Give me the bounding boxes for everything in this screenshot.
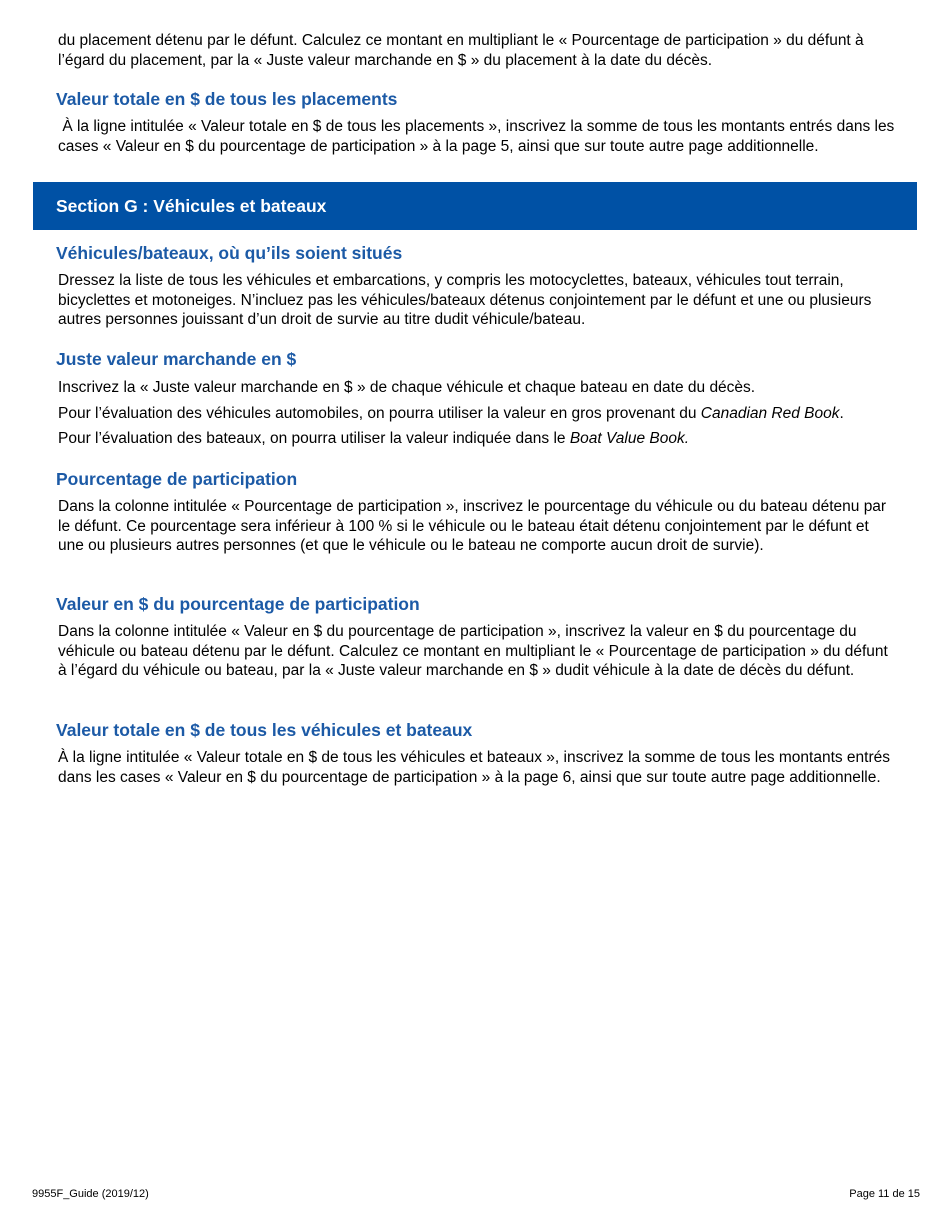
juste-valeur-line-2 [58, 404, 898, 424]
intro-paragraph: du placement détenu par le défunt. Calculez ce montant en multipliant le « Pourcentage de participation » du défunt à l’égard du placement, par la « Juste valeur marchande en $ » du placement à la date du décès. [58, 32, 864, 69]
heading-juste-valeur: Juste valeur marchande en $ [56, 349, 297, 369]
total-placements-paragraph: À la ligne intitulée « Valeur totale en $ de tous les placements », inscrivez la somme de tous les montants entrés dans les cases « Valeur en $ du pourcentage de participation » à la page 5, ainsi que sur toute autre page additionnelle. [58, 118, 899, 155]
line-2-suffix: . [839, 405, 844, 422]
footer-page-number: Page 11 de 15 [849, 1188, 920, 1200]
heading-valeur-pourcentage: Valeur en $ du pourcentage de participation [56, 594, 420, 614]
total-vehicules-paragraph: À la ligne intitulée « Valeur totale en $ de tous les véhicules et bateaux », inscrivez la somme de tous les montants entrés dans les cases « Valeur en $ du pourcentage de participation » à la page 6, ainsi que sur toute autre page additionnelle. [58, 749, 891, 786]
heading-total-placements: Valeur totale en $ de tous les placements [56, 89, 398, 109]
section-g-title: Section G : Véhicules et bateaux [56, 196, 327, 216]
line-3-text: Pour l’évaluation des bateaux, on pourra utiliser la valeur indiquée dans le [58, 430, 570, 447]
juste-valeur-line-1: Inscrivez la « Juste valeur marchande en $ » de chaque véhicule et chaque bateau en date du décès. [58, 379, 756, 396]
footer-form-id: 9955F_Guide (2019/12) [32, 1188, 149, 1200]
line-2-text: Pour l’évaluation des véhicules automobiles, on pourra utiliser la valeur en gros provenant du [58, 405, 701, 422]
heading-pourcentage: Pourcentage de participation [56, 469, 298, 489]
section-g-banner [33, 182, 917, 230]
juste-valeur-line-3 [58, 429, 898, 449]
pourcentage-paragraph: Dans la colonne intitulée « Pourcentage de participation », inscrivez le pourcentage du véhicule ou du bateau détenu par le défunt. Ce pourcentage sera inférieur à 100 % si le véhicule ou le bateau était détenu conjointement par le défunt et une ou plusieurs autres personnes (et que le véhicule ou le bateau ne comporte aucun droit de survie). [58, 498, 887, 555]
heading-vehicules: Véhicules/bateaux, où qu’ils soient situés [56, 243, 403, 263]
vehicules-paragraph: Dressez la liste de tous les véhicules et embarcations, y compris les motocyclettes, bateaux, véhicules tout terrain, bicyclettes et motoneiges. N’incluez pas les véhicules/bateaux détenus conjointement par le défunt et une ou plusieurs autres personnes jouissant d’un droit de survie au titre dudit véhicule/bateau. [58, 272, 872, 329]
boat-value-book-title: Boat Value Book. [569, 430, 690, 447]
heading-total-vehicules: Valeur totale en $ de tous les véhicules et bateaux [56, 720, 473, 740]
canadian-red-book-title: Canadian Red Book [700, 405, 840, 422]
valeur-pourcentage-paragraph: Dans la colonne intitulée « Valeur en $ du pourcentage de participation », inscrivez la valeur en $ du pourcentage du véhicule ou bateau détenu par le défunt. Calculez ce montant en multipliant le « Pourcentage de participation » du défunt à l’égard du véhicule ou bateau, par la « Juste valeur marchande en $ » dudit véhicule à la date de décès du défunt. [58, 623, 888, 680]
